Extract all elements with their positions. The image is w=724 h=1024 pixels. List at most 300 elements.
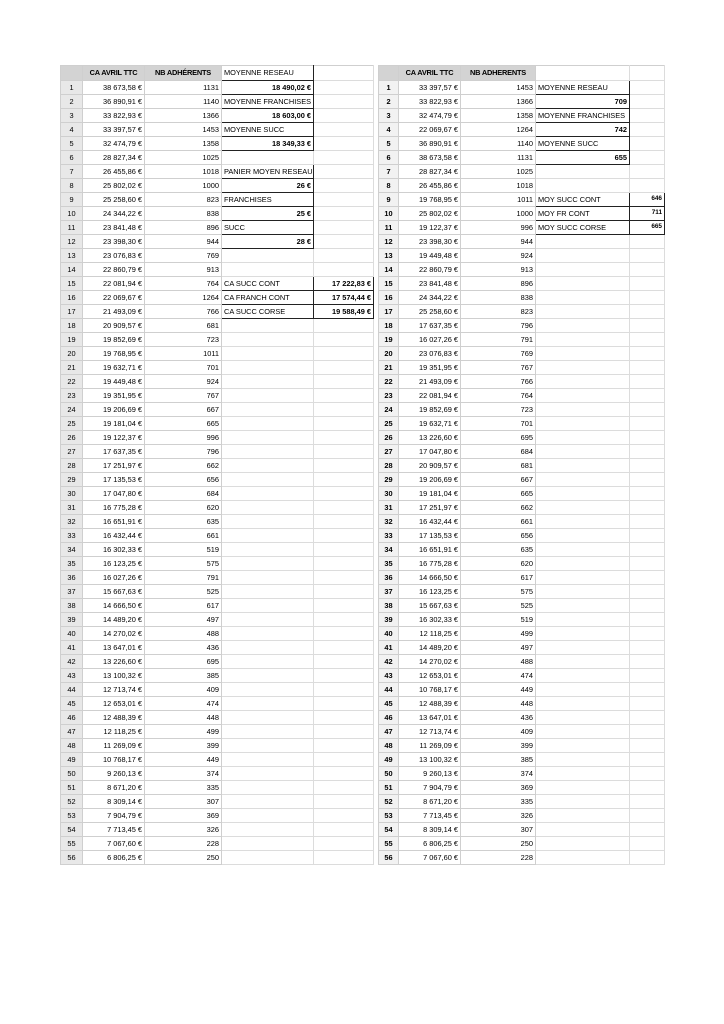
right-nb-cell: 399	[461, 739, 536, 753]
left-nb-cell: 525	[145, 585, 222, 599]
right-table-row	[379, 599, 665, 613]
left-nb-cell: 1000	[145, 179, 222, 193]
right-table-row	[379, 781, 665, 795]
left-empty-cell	[222, 543, 314, 557]
right-header-ca: CA AVRIL TTC	[399, 66, 461, 81]
left-ca-cell: 12 488,39 €	[83, 711, 145, 725]
right-ca-cell: 19 122,37 €	[399, 221, 461, 235]
right-table-row	[379, 571, 665, 585]
left-table-row	[61, 809, 374, 823]
right-empty-cell	[630, 347, 665, 361]
left-nb-cell: 620	[145, 501, 222, 515]
left-empty-cell	[314, 767, 374, 781]
right-nb-cell: 436	[461, 711, 536, 725]
right-nb-cell: 656	[461, 529, 536, 543]
left-nb-cell: 796	[145, 445, 222, 459]
right-table-body	[379, 66, 665, 865]
right-row-number: 8	[379, 179, 399, 193]
right-table-row	[379, 515, 665, 529]
right-table-row	[379, 193, 665, 207]
right-empty-cell	[536, 375, 630, 389]
left-nb-cell: 656	[145, 473, 222, 487]
left-summary-extra-cell	[314, 207, 374, 221]
left-empty-cell	[222, 417, 314, 431]
right-empty-cell	[630, 823, 665, 837]
left-nb-cell: 662	[145, 459, 222, 473]
left-row-number: 3	[61, 109, 83, 123]
right-table-row	[379, 361, 665, 375]
left-empty-cell	[222, 697, 314, 711]
right-ca-cell: 32 474,79 €	[399, 109, 461, 123]
right-ca-cell: 17 251,97 €	[399, 501, 461, 515]
left-table-row	[61, 263, 374, 277]
left-empty-cell	[222, 515, 314, 529]
right-ca-cell: 17 135,53 €	[399, 529, 461, 543]
right-empty-cell	[536, 179, 630, 193]
left-row-number: 43	[61, 669, 83, 683]
right-header-corner	[379, 66, 399, 81]
right-row-number: 13	[379, 249, 399, 263]
left-ca-cell: 23 076,83 €	[83, 249, 145, 263]
right-empty-cell	[630, 445, 665, 459]
left-empty-cell	[222, 473, 314, 487]
right-summary-cell: 709	[536, 95, 630, 109]
left-ca-cell: 19 206,69 €	[83, 403, 145, 417]
left-empty-cell	[222, 487, 314, 501]
right-empty-cell	[536, 543, 630, 557]
left-table-row	[61, 403, 374, 417]
left-row-number: 49	[61, 753, 83, 767]
right-summary-cell: MOY FR CONT	[536, 207, 630, 221]
left-ca-cell: 9 260,13 €	[83, 767, 145, 781]
left-table-row	[61, 473, 374, 487]
left-row-number: 34	[61, 543, 83, 557]
right-row-number: 3	[379, 109, 399, 123]
right-table-row	[379, 347, 665, 361]
left-empty-cell	[314, 417, 374, 431]
left-empty-cell	[222, 431, 314, 445]
right-empty-cell	[536, 473, 630, 487]
left-empty-cell	[314, 249, 374, 263]
left-ca-cell: 38 673,58 €	[83, 81, 145, 95]
left-header-corner	[61, 66, 83, 81]
right-nb-cell: 723	[461, 403, 536, 417]
right-empty-cell	[536, 739, 630, 753]
right-ca-cell: 7 904,79 €	[399, 781, 461, 795]
right-nb-cell: 695	[461, 431, 536, 445]
right-nb-cell: 662	[461, 501, 536, 515]
left-summary-extra-cell	[314, 179, 374, 193]
right-summary-extra-cell	[630, 137, 665, 151]
right-nb-cell: 617	[461, 571, 536, 585]
left-row-number: 48	[61, 739, 83, 753]
right-nb-cell: 525	[461, 599, 536, 613]
left-row-number: 4	[61, 123, 83, 137]
left-empty-cell	[314, 711, 374, 725]
left-table-row	[61, 375, 374, 389]
right-row-number: 4	[379, 123, 399, 137]
left-ca-cell: 28 827,34 €	[83, 151, 145, 165]
right-summary-cell: MOY SUCC CONT	[536, 193, 630, 207]
left-summary-cell: FRANCHISES	[222, 193, 314, 207]
right-ca-cell: 19 351,95 €	[399, 361, 461, 375]
right-nb-cell: 335	[461, 795, 536, 809]
right-empty-cell	[630, 795, 665, 809]
left-row-number: 54	[61, 823, 83, 837]
right-empty-cell	[630, 361, 665, 375]
left-empty-cell	[314, 347, 374, 361]
left-row-number: 33	[61, 529, 83, 543]
right-row-number: 20	[379, 347, 399, 361]
right-row-number: 40	[379, 627, 399, 641]
right-empty-cell	[536, 501, 630, 515]
right-empty-cell	[630, 753, 665, 767]
right-empty-cell	[536, 599, 630, 613]
left-empty-cell	[314, 627, 374, 641]
left-empty-cell	[314, 753, 374, 767]
left-table-row	[61, 445, 374, 459]
right-nb-cell: 667	[461, 473, 536, 487]
left-ca-cell: 16 027,26 €	[83, 571, 145, 585]
right-empty-cell	[630, 431, 665, 445]
right-empty-cell	[630, 697, 665, 711]
left-summary-extra-cell	[314, 221, 374, 235]
right-row-number: 11	[379, 221, 399, 235]
left-nb-cell: 1366	[145, 109, 222, 123]
right-table-row	[379, 641, 665, 655]
right-nb-cell: 374	[461, 767, 536, 781]
right-empty-cell	[630, 529, 665, 543]
left-nb-cell: 1018	[145, 165, 222, 179]
right-ca-cell: 8 671,20 €	[399, 795, 461, 809]
right-table-row	[379, 109, 665, 123]
left-ca-cell: 22 069,67 €	[83, 291, 145, 305]
right-ca-cell: 7 713,45 €	[399, 809, 461, 823]
right-summary-extra-cell	[630, 81, 665, 95]
right-empty-cell	[630, 249, 665, 263]
left-ca-cell: 7 904,79 €	[83, 809, 145, 823]
left-nb-cell: 436	[145, 641, 222, 655]
left-table-row	[61, 235, 374, 249]
left-table-body	[61, 66, 374, 865]
right-table-row	[379, 585, 665, 599]
right-ca-cell: 33 822,93 €	[399, 95, 461, 109]
right-empty-cell	[630, 683, 665, 697]
left-table-row	[61, 277, 374, 291]
left-summary-extra-cell	[314, 137, 374, 151]
right-ca-cell: 23 398,30 €	[399, 235, 461, 249]
right-row-number: 24	[379, 403, 399, 417]
left-empty-cell	[222, 501, 314, 515]
left-nb-cell: 1140	[145, 95, 222, 109]
right-summary-extra-cell: 711	[630, 207, 665, 221]
right-empty-cell	[536, 249, 630, 263]
left-empty-cell	[314, 361, 374, 375]
right-table-row	[379, 473, 665, 487]
left-summary-cell: PANIER MOYEN RESEAU	[222, 165, 314, 179]
right-table-row	[379, 529, 665, 543]
left-nb-cell: 661	[145, 529, 222, 543]
right-row-number: 17	[379, 305, 399, 319]
left-nb-cell: 1453	[145, 123, 222, 137]
right-row-number: 16	[379, 291, 399, 305]
right-empty-cell	[630, 669, 665, 683]
right-ca-cell: 16 027,26 €	[399, 333, 461, 347]
left-ca-cell: 13 100,32 €	[83, 669, 145, 683]
right-table-row	[379, 137, 665, 151]
left-ca-cell: 13 226,60 €	[83, 655, 145, 669]
right-nb-cell: 681	[461, 459, 536, 473]
left-empty-cell	[222, 683, 314, 697]
left-table-row	[61, 683, 374, 697]
right-empty-cell	[630, 725, 665, 739]
right-table-row	[379, 851, 665, 865]
left-ca-cell: 17 251,97 €	[83, 459, 145, 473]
right-row-number: 15	[379, 277, 399, 291]
left-table-row	[61, 781, 374, 795]
right-table-row	[379, 263, 665, 277]
left-ca-cell: 19 122,37 €	[83, 431, 145, 445]
right-ca-cell: 16 651,91 €	[399, 543, 461, 557]
left-nb-cell: 369	[145, 809, 222, 823]
left-row-number: 38	[61, 599, 83, 613]
right-row-number: 1	[379, 81, 399, 95]
left-nb-cell: 896	[145, 221, 222, 235]
left-ca-cell: 19 449,48 €	[83, 375, 145, 389]
right-empty-cell	[630, 627, 665, 641]
right-ca-cell: 14 666,50 €	[399, 571, 461, 585]
left-empty-cell	[314, 697, 374, 711]
left-ca-cell: 15 667,63 €	[83, 585, 145, 599]
left-ca-cell: 14 666,50 €	[83, 599, 145, 613]
right-empty-cell	[536, 431, 630, 445]
right-row-number: 29	[379, 473, 399, 487]
right-empty-cell	[630, 403, 665, 417]
right-ca-cell: 13 100,32 €	[399, 753, 461, 767]
left-empty-cell	[314, 571, 374, 585]
left-nb-cell: 335	[145, 781, 222, 795]
left-ca-cell: 23 398,30 €	[83, 235, 145, 249]
left-empty-cell	[222, 571, 314, 585]
left-row-number: 1	[61, 81, 83, 95]
right-empty-cell	[630, 585, 665, 599]
left-empty-cell	[222, 445, 314, 459]
right-empty-cell	[630, 277, 665, 291]
left-ca-cell: 16 651,91 €	[83, 515, 145, 529]
right-empty-cell	[536, 515, 630, 529]
right-empty-cell	[630, 333, 665, 347]
left-empty-cell	[314, 403, 374, 417]
right-ca-cell: 33 397,57 €	[399, 81, 461, 95]
right-ca-cell: 19 768,95 €	[399, 193, 461, 207]
right-empty-cell	[536, 361, 630, 375]
right-empty-cell	[630, 375, 665, 389]
right-nb-cell: 913	[461, 263, 536, 277]
left-row-number: 23	[61, 389, 83, 403]
right-ca-cell: 19 852,69 €	[399, 403, 461, 417]
left-empty-cell	[222, 641, 314, 655]
left-row-number: 16	[61, 291, 83, 305]
left-table-row	[61, 767, 374, 781]
left-nb-cell: 499	[145, 725, 222, 739]
right-nb-cell: 701	[461, 417, 536, 431]
left-table-row	[61, 361, 374, 375]
left-ca-cell: 19 852,69 €	[83, 333, 145, 347]
left-ca-cell: 12 713,74 €	[83, 683, 145, 697]
right-empty-cell	[536, 781, 630, 795]
right-row-number: 25	[379, 417, 399, 431]
left-row-number: 19	[61, 333, 83, 347]
left-row-number: 53	[61, 809, 83, 823]
right-table-row	[379, 613, 665, 627]
right-ca-cell: 17 637,35 €	[399, 319, 461, 333]
left-ca-cell: 7 067,60 €	[83, 837, 145, 851]
right-nb-cell: 791	[461, 333, 536, 347]
left-summary-cell: 28 €	[222, 235, 314, 249]
right-nb-cell: 326	[461, 809, 536, 823]
right-table-row	[379, 417, 665, 431]
right-nb-cell: 1131	[461, 151, 536, 165]
right-table-row	[379, 221, 665, 235]
right-summary-extra-cell	[630, 151, 665, 165]
right-header-blank-e	[630, 66, 665, 81]
left-ca-cell: 19 351,95 €	[83, 389, 145, 403]
left-ca-cell: 17 135,53 €	[83, 473, 145, 487]
right-empty-cell	[630, 501, 665, 515]
right-ca-cell: 28 827,34 €	[399, 165, 461, 179]
left-nb-cell: 766	[145, 305, 222, 319]
right-empty-cell	[630, 599, 665, 613]
right-ca-cell: 24 344,22 €	[399, 291, 461, 305]
right-row-number: 39	[379, 613, 399, 627]
right-ca-cell: 20 909,57 €	[399, 459, 461, 473]
left-summary-extra-cell	[314, 81, 374, 95]
left-summary-extra-cell	[314, 235, 374, 249]
left-nb-cell: 791	[145, 571, 222, 585]
right-row-number: 18	[379, 319, 399, 333]
right-empty-cell	[536, 585, 630, 599]
left-row-number: 45	[61, 697, 83, 711]
right-table-row	[379, 333, 665, 347]
right-table-row	[379, 291, 665, 305]
left-empty-cell	[222, 599, 314, 613]
right-table-row	[379, 487, 665, 501]
left-row-number: 55	[61, 837, 83, 851]
left-summary-extra-cell	[314, 95, 374, 109]
right-empty-cell	[536, 263, 630, 277]
right-nb-cell: 769	[461, 347, 536, 361]
left-row-number: 31	[61, 501, 83, 515]
left-table-row	[61, 669, 374, 683]
right-table-row	[379, 725, 665, 739]
left-summary-cell: 18 603,00 €	[222, 109, 314, 123]
left-row-number: 46	[61, 711, 83, 725]
left-table-row	[61, 795, 374, 809]
left-empty-cell	[222, 375, 314, 389]
right-ca-cell: 12 488,39 €	[399, 697, 461, 711]
left-row-number: 37	[61, 585, 83, 599]
right-empty-cell	[536, 725, 630, 739]
right-empty-cell	[630, 571, 665, 585]
right-table-row	[379, 683, 665, 697]
right-empty-cell	[630, 767, 665, 781]
right-row-number: 12	[379, 235, 399, 249]
left-row-number: 29	[61, 473, 83, 487]
right-ranking-table	[378, 65, 665, 865]
right-row-number: 44	[379, 683, 399, 697]
right-table-row	[379, 389, 665, 403]
left-empty-cell	[314, 459, 374, 473]
right-empty-cell	[536, 753, 630, 767]
left-summary-cell: CA SUCC CONT	[222, 277, 314, 291]
right-row-number: 50	[379, 767, 399, 781]
left-table-row	[61, 543, 374, 557]
right-nb-cell: 474	[461, 669, 536, 683]
right-table-row	[379, 445, 665, 459]
left-empty-cell	[222, 249, 314, 263]
right-table-row	[379, 795, 665, 809]
left-table-row	[61, 641, 374, 655]
right-empty-cell	[536, 445, 630, 459]
left-ca-cell: 19 768,95 €	[83, 347, 145, 361]
right-empty-cell	[630, 851, 665, 865]
left-table-row	[61, 109, 374, 123]
right-empty-cell	[536, 823, 630, 837]
right-nb-cell: 767	[461, 361, 536, 375]
right-table-row	[379, 655, 665, 669]
left-empty-cell	[222, 319, 314, 333]
left-summary-cell: 18 349,33 €	[222, 137, 314, 151]
left-nb-cell: 667	[145, 403, 222, 417]
right-empty-cell	[536, 389, 630, 403]
left-row-number: 56	[61, 851, 83, 865]
left-row-number: 30	[61, 487, 83, 501]
right-table-row	[379, 319, 665, 333]
right-ca-cell: 15 667,63 €	[399, 599, 461, 613]
left-ca-cell: 19 181,04 €	[83, 417, 145, 431]
right-table-row	[379, 123, 665, 137]
left-row-number: 24	[61, 403, 83, 417]
left-table-row	[61, 725, 374, 739]
right-ca-cell: 16 123,25 €	[399, 585, 461, 599]
right-row-number: 53	[379, 809, 399, 823]
right-empty-cell	[536, 557, 630, 571]
right-row-number: 5	[379, 137, 399, 151]
right-table-row	[379, 95, 665, 109]
right-row-number: 35	[379, 557, 399, 571]
right-nb-cell: 449	[461, 683, 536, 697]
left-empty-cell	[222, 767, 314, 781]
right-empty-cell	[630, 291, 665, 305]
left-empty-cell	[314, 473, 374, 487]
left-empty-cell	[314, 739, 374, 753]
left-table-row	[61, 585, 374, 599]
left-table-row	[61, 417, 374, 431]
left-nb-cell: 448	[145, 711, 222, 725]
right-empty-cell	[536, 683, 630, 697]
right-empty-cell	[536, 277, 630, 291]
left-empty-cell	[222, 725, 314, 739]
left-empty-cell	[314, 515, 374, 529]
left-nb-cell: 684	[145, 487, 222, 501]
left-nb-cell: 823	[145, 193, 222, 207]
left-header-row	[61, 66, 374, 81]
left-table-row	[61, 711, 374, 725]
left-summary-extra-cell	[314, 165, 374, 179]
right-empty-cell	[536, 487, 630, 501]
right-ca-cell: 16 432,44 €	[399, 515, 461, 529]
left-empty-cell	[222, 151, 314, 165]
